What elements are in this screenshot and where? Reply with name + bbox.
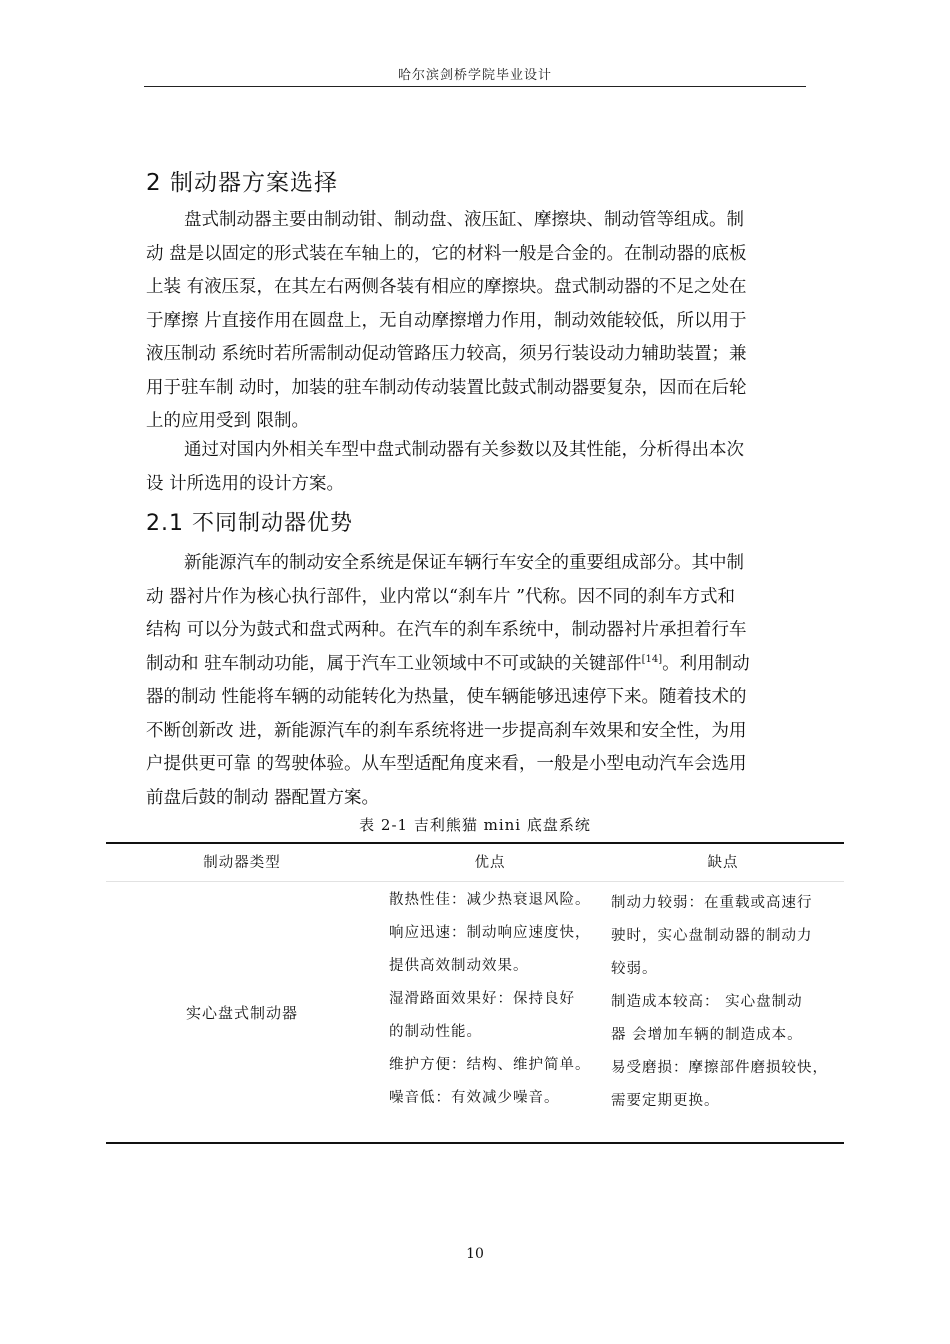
table-caption: 表 2-1 吉利熊猫 mini 底盘系统 (359, 816, 591, 834)
cons-line: 较弱。 (611, 961, 658, 977)
paragraph-line: 不断创新改 进，新能源汽车的刹车系统将进一步提高刹车效果和安全性，为用 (146, 720, 747, 741)
table-header-cons: 缺点 (707, 855, 739, 871)
cons-line: 需要定期更换。 (611, 1093, 720, 1109)
header-rule (144, 86, 806, 87)
citation-reference[interactable]: [14] (641, 653, 663, 665)
pros-line: 维护方便：结构、维护简单。 (389, 1057, 591, 1073)
pros-line: 提供高效制动效果。 (389, 958, 529, 974)
paragraph-text: 。利用制动 (662, 653, 750, 674)
paragraph-line: 设 计所选用的设计方案。 (146, 473, 345, 494)
paragraph-line: 前盘后鼓的制动 器配置方案。 (146, 787, 380, 808)
pros-line: 噪音低：有效减少噪音。 (389, 1090, 560, 1106)
cons-line: 制造成本较高： 实心盘制动 (611, 994, 803, 1010)
table-cell-type: 实心盘式制动器 (185, 1004, 298, 1022)
paragraph-3 (146, 547, 808, 815)
subsection-title: 2.1 不同制动器优势 (146, 511, 353, 536)
table-cell-cons (611, 887, 841, 1118)
table-bottom-rule (106, 1142, 844, 1144)
paragraph-line: 盘式制动器主要由制动钳、制动盘、液压缸、摩擦块、制动管等组成。制 (184, 210, 744, 230)
table-cell-pros (389, 884, 601, 1115)
pros-line: 的制动性能。 (389, 1024, 482, 1040)
pros-line: 散热性佳：减少热衰退风险。 (389, 892, 591, 908)
cons-line: 器 会增加车辆的制造成本。 (611, 1027, 803, 1043)
paragraph-line: 上的应用受到 限制。 (146, 411, 310, 431)
paragraph-line: 用于驻车制 动时，加装的驻车制动传动装置比鼓式制动器要复杂，因而在后轮 (146, 377, 747, 398)
table-mid-rule (106, 881, 844, 882)
cons-line: 制动力较弱：在重载或高速行 (611, 895, 813, 911)
table-header-type: 制动器类型 (203, 855, 281, 871)
page-number: 10 (466, 1246, 484, 1262)
pros-line: 湿滑路面效果好：保持良好 (389, 991, 575, 1007)
paragraph-2 (146, 434, 808, 501)
paragraph-1 (146, 204, 808, 439)
paragraph-line: 液压制动 系统时若所需制动促动管路压力较高，须另行装设动力辅助装置；兼 (146, 344, 747, 364)
paragraph-line: 通过对国内外相关车型中盘式制动器有关参数以及其性能，分析得出本次 (184, 440, 744, 460)
paragraph-line: 动 盘是以固定的形式装在车轴上的，它的材料一般是合金的。在制动器的底板 (146, 243, 747, 264)
paragraph-line: 结构 可以分为鼓式和盘式两种。在汽车的刹车系统中，制动器衬片承担着行车 (146, 620, 747, 640)
cons-line: 易受磨损：摩擦部件磨损较快， (611, 1060, 828, 1076)
pros-line: 响应迅速：制动响应速度快， (389, 925, 591, 941)
table-top-rule (106, 842, 844, 844)
paragraph-line: 新能源汽车的制动安全系统是保证车辆行车安全的重要组成部分。其中制 (184, 553, 744, 573)
page-header: 哈尔滨剑桥学院毕业设计 (397, 68, 552, 83)
paragraph-line: 器的制动 性能将车辆的动能转化为热量，使车辆能够迅速停下来。随着技术的 (146, 687, 747, 707)
paragraph-line: 于摩擦 片直接作用在圆盘上，无自动摩擦增力作用，制动效能较低，所以用于 (146, 310, 747, 331)
paragraph-text: 制动和 驻车制动功能，属于汽车工业领域中不可或缺的关键部件 (146, 653, 642, 674)
paragraph-line: 户提供更可靠 的驾驶体验。从车型适配角度来看，一般是小型电动汽车会选用 (146, 754, 747, 774)
table-header-pros: 优点 (474, 855, 506, 871)
paragraph-line: 动 器衬片作为核心执行部件，业内常以“刹车片 ”代称。因不同的刹车方式和 (146, 586, 736, 607)
paragraph-line: 上装 有液压泵，在其左右两侧各装有相应的摩擦块。盘式制动器的不足之处在 (146, 277, 747, 297)
cons-line: 驶时，实心盘制动器的制动力 (611, 928, 813, 944)
paragraph-line (146, 648, 808, 682)
section-title: 2 制动器方案选择 (146, 170, 338, 196)
